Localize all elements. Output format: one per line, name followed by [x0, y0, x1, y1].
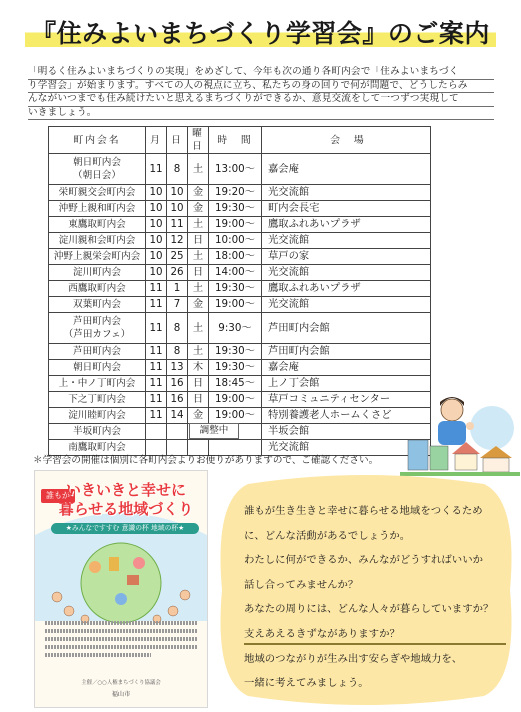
bubble-line: あなたの周りには、どんな人々が暮らしていますか？ [244, 603, 494, 616]
cell-month: 11 [146, 313, 167, 344]
cell-day: 16 [167, 376, 188, 392]
town-name: 芦田町内会 [73, 316, 121, 327]
table-row [49, 185, 431, 201]
cell-venue: 嘉会庵 [262, 154, 431, 185]
building-icon [430, 446, 448, 470]
cell-day: 26 [167, 265, 188, 281]
table-row [49, 201, 431, 217]
cell-time: 13:00～ [209, 154, 262, 185]
cell-day: 12 [167, 233, 188, 249]
table-row [49, 424, 431, 440]
pending-label: 調整中 [189, 423, 239, 439]
cell-month [146, 424, 167, 440]
cell-time: 19:30～ [209, 201, 262, 217]
cell-day: 8 [167, 154, 188, 185]
cell-town: 淀川町内会 [49, 265, 146, 281]
cell-day: 10 [167, 185, 188, 201]
bubble-line: わたしに何ができるか、みんながどうすればいいか [244, 554, 483, 567]
cell-month: 11 [146, 360, 167, 376]
cell-weekday: 土 [188, 154, 209, 185]
cell-month: 11 [146, 344, 167, 360]
cell-town: 下之丁町内会 [49, 392, 146, 408]
schedule-body [49, 154, 431, 456]
cell-town: 朝日町内会 [49, 360, 146, 376]
table-row [49, 313, 431, 344]
cell-weekday: 金 [188, 297, 209, 313]
cell-day: 13 [167, 360, 188, 376]
cell-venue: 芦田町内会館 [262, 344, 431, 360]
table-row [49, 233, 431, 249]
table-row [49, 281, 431, 297]
header-month: 月 [146, 127, 167, 154]
cell-time: 9:30～ [209, 313, 262, 344]
cell-venue: 芦田町内会館 [262, 313, 431, 344]
town-subname: （朝日会） [73, 170, 121, 181]
bubble-line: に、どんな活動があるでしょうか。 [244, 529, 411, 542]
cell-month: 11 [146, 281, 167, 297]
cell-weekday: 木 [188, 360, 209, 376]
cell-weekday: 土 [188, 344, 209, 360]
intro-line: いきましょう。 [28, 107, 494, 121]
bubble-line: 地域のつながりが生み出す安らぎや地域力を、 [244, 652, 463, 665]
page-title: 『住みよいまちづくり学習会』のご案内 [25, 14, 496, 50]
cell-town: 東鷹取町内会 [49, 217, 146, 233]
cell-month: 11 [146, 154, 167, 185]
poster-tag: 誰もが [41, 489, 75, 503]
cell-venue: 上ノ丁会館 [262, 376, 431, 392]
cell-day: 8 [167, 344, 188, 360]
cell-venue: 草戸の家 [262, 249, 431, 265]
poster-subtitle: ★みんなですすむ 意識の杯 地域の杯★ [51, 523, 199, 534]
event-poster [34, 470, 208, 708]
cell-month: 10 [146, 217, 167, 233]
cell-venue: 光交流館 [262, 297, 431, 313]
intro-line: り学習会」が始まります。すべての人の視点に立ち、私たちの身の回りで何が問題で、どうしたらみ [28, 80, 494, 94]
cell-day: 11 [167, 217, 188, 233]
cell-day: 7 [167, 297, 188, 313]
table-row [49, 392, 431, 408]
table-row [49, 217, 431, 233]
poster-footer: 主催／○○人権まちづくり協議会 [81, 680, 161, 686]
bubble-line: 誰もが生き生きと幸せに暮らせる地域をつくるため [244, 505, 483, 517]
cell-town: 栄町親交会町内会 [49, 185, 146, 201]
table-row [49, 360, 431, 376]
cell-month: 10 [146, 201, 167, 217]
table-row [49, 265, 431, 281]
cell-venue: 草戸コミュニティセンター [262, 392, 431, 408]
cell-town: 沖野上親栄会町内会 [49, 249, 146, 265]
cell-weekday: 土 [188, 217, 209, 233]
hand-icon [466, 422, 474, 430]
body-icon [438, 421, 466, 445]
cell-venue: 町内会長宅 [262, 201, 431, 217]
town-subname: （芦田カフェ） [63, 329, 131, 340]
cell-town: 上・中ノ丁町内会 [49, 376, 146, 392]
table-row [49, 344, 431, 360]
cell-time: 19:20～ [209, 185, 262, 201]
cell-time: 19:00～ [209, 217, 262, 233]
header-town: 町内会名 [49, 127, 146, 154]
cell-day [167, 424, 188, 440]
title-block [0, 14, 521, 50]
cell-weekday: 土 [188, 249, 209, 265]
cell-weekday: 日 [188, 392, 209, 408]
cell-weekday: 土 [188, 313, 209, 344]
cell-month: 11 [146, 297, 167, 313]
cell-town: 西鷹取町内会 [49, 281, 146, 297]
poster-body-text [45, 617, 197, 661]
cell-day: 14 [167, 408, 188, 424]
cell-town: 芦田町内会 [49, 344, 146, 360]
cell-time: 19:00～ [209, 408, 262, 424]
cell-day: 25 [167, 249, 188, 265]
table-row [49, 297, 431, 313]
cell-town: 沖野上親和町内会 [49, 201, 146, 217]
cell-venue: 光交流館 [262, 265, 431, 281]
cell-time: 19:30～ [209, 344, 262, 360]
bubble-line: 支えあえるきずながありますか？ [244, 622, 506, 647]
building-icon [408, 440, 428, 470]
cell-time: 19:30～ [209, 281, 262, 297]
cell-time: 18:45～ [209, 376, 262, 392]
cell-time: 19:00～ [209, 392, 262, 408]
cell-weekday: 金 [188, 185, 209, 201]
globe-icon [81, 543, 161, 623]
cell-venue: 半坂会館 [262, 424, 431, 440]
header-venue: 会 場 [262, 127, 431, 154]
cell-month: 10 [146, 249, 167, 265]
intro-line: 「明るく住みよいまちづくりの実現」をめざして、今年も次の通り各町内会で「住みよいまちづく [28, 66, 494, 80]
cell-venue: 鷹取ふれあいプラザ [262, 217, 431, 233]
cell-month: 11 [146, 376, 167, 392]
intro-paragraph [28, 66, 494, 120]
cell-day: 8 [167, 313, 188, 344]
cell-town: 淀川親和会町内会 [49, 233, 146, 249]
cell-day: 10 [167, 201, 188, 217]
cell-venue: 特別養護老人ホームくさど [262, 408, 431, 424]
cell-time: 19:30～ [209, 360, 262, 376]
cell-venue: 鷹取ふれあいプラザ [262, 281, 431, 297]
cell-venue: 嘉会庵 [262, 360, 431, 376]
bubble-line: 話し合ってみませんか？ [244, 578, 359, 591]
intro-line: んながいつまでも住み続けたいと思えるまちづくりができるか、意見交流をして一つずつ実現して [28, 93, 494, 107]
cell-month: 10 [146, 233, 167, 249]
cell-month: 10 [146, 265, 167, 281]
table-row [49, 154, 431, 185]
cell-town: 南鷹取町内会 [49, 440, 146, 456]
table-row [49, 408, 431, 424]
header-time: 時 間 [209, 127, 262, 154]
schedule-table [48, 126, 431, 456]
poster-title-line1: いきいきと幸せに [65, 481, 186, 499]
town-name: 朝日町内会 [73, 157, 121, 168]
poster-title [51, 481, 201, 519]
cell-time: 18:00～ [209, 249, 262, 265]
cell-month: 11 [146, 408, 167, 424]
table-row [49, 376, 431, 392]
cell-town: 淀川睦町内会 [49, 408, 146, 424]
table-row [49, 249, 431, 265]
house-icon [455, 454, 477, 470]
cell-venue: 光交流館 [262, 233, 431, 249]
cell-weekday: 日 [188, 233, 209, 249]
cell-town [49, 313, 146, 344]
header-weekday: 曜日 [188, 127, 209, 154]
cell-time: 14:00～ [209, 265, 262, 281]
cell-venue: 光交流館 [262, 185, 431, 201]
cell-weekday: 日 [188, 265, 209, 281]
bg-circle [470, 406, 514, 450]
cell-month: 10 [146, 185, 167, 201]
cell-town: 双葉町内会 [49, 297, 146, 313]
header-day: 日 [167, 127, 188, 154]
bubble-text [244, 499, 506, 696]
cell-day: 1 [167, 281, 188, 297]
cell-time: 19:00～ [209, 297, 262, 313]
schedule-note: ＊学習会の開催は個別に各町内会よりお便りがありますので、ご確認ください。 [33, 455, 379, 466]
cell-time: 10:00～ [209, 233, 262, 249]
cell-weekday: 土 [188, 281, 209, 297]
table-header-row [49, 127, 431, 154]
cell-town [49, 154, 146, 185]
cell-month: 11 [146, 392, 167, 408]
poster-title-line2: 暮らせる地域づくり [58, 500, 194, 518]
cell-day: 16 [167, 392, 188, 408]
cell-weekday: 金 [188, 201, 209, 217]
cell-weekday: 金 [188, 408, 209, 424]
cell-venue: 光交流館 [262, 440, 431, 456]
face-icon [441, 399, 463, 421]
cell-town: 半坂町内会 [49, 424, 146, 440]
bubble-line: 一緒に考えてみましょう。 [244, 677, 369, 690]
cell-weekday: 日 [188, 376, 209, 392]
poster-city: 福山市 [111, 691, 131, 698]
